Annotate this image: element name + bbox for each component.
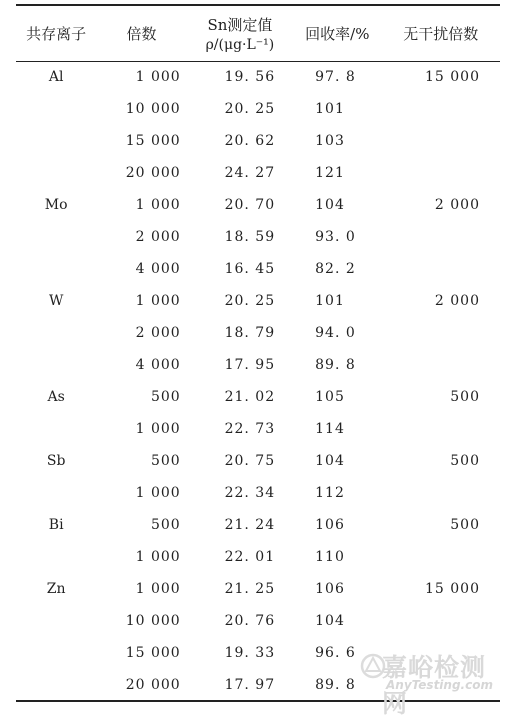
cell-sn-value: 20. 25 xyxy=(224,101,276,117)
cell-recovery: 110 xyxy=(315,549,345,565)
cell-no-interference: 500 xyxy=(450,517,480,533)
cell-ion: Sb xyxy=(46,453,66,469)
cell-sn-value: 21. 24 xyxy=(224,517,276,533)
table-row xyxy=(16,541,500,573)
cell-recovery: 101 xyxy=(315,293,345,309)
table-row xyxy=(16,381,500,413)
header-sn-value-unit: ρ/(μg·L⁻¹) xyxy=(205,36,275,53)
table-row xyxy=(16,61,500,93)
cell-multiple: 15 000 xyxy=(125,133,181,149)
cell-ion: As xyxy=(47,389,65,405)
table-row xyxy=(16,157,500,189)
table-row xyxy=(16,317,500,349)
cell-multiple: 20 000 xyxy=(96,669,186,701)
cell-recovery: 104 xyxy=(315,197,345,213)
table-row xyxy=(16,221,500,253)
cell-recovery: 105 xyxy=(315,389,345,405)
cell-recovery: 121 xyxy=(315,165,345,181)
cell-multiple: 10 000 xyxy=(125,101,181,117)
table-row xyxy=(16,413,500,445)
cell-no-interference: 500 xyxy=(450,389,480,405)
watermark-cn-text: 嘉峪检测网 xyxy=(382,653,487,718)
cell-sn-value: 20. 25 xyxy=(224,293,276,309)
header-sn-value xyxy=(187,5,293,61)
cell-ion xyxy=(16,125,96,157)
cell-recovery: 96. 6 xyxy=(315,645,356,661)
cell-recovery: 97. 8 xyxy=(315,69,356,86)
cell-multiple: 20 000 xyxy=(125,165,181,181)
watermark xyxy=(360,648,510,718)
cell-sn-value: 17. 97 xyxy=(187,669,293,701)
table-row xyxy=(16,445,500,477)
cell-multiple: 4 000 xyxy=(135,261,181,277)
cell-sn-value: 18. 79 xyxy=(224,325,276,341)
cell-ion xyxy=(16,157,96,189)
cell-sn-value: 24. 27 xyxy=(224,165,276,181)
cell-ion xyxy=(16,669,96,701)
cell-no-interference: 2 000 xyxy=(434,293,480,309)
cell-sn-value: 20. 75 xyxy=(224,453,276,469)
cell-multiple: 2 000 xyxy=(135,325,181,341)
table-row xyxy=(16,253,500,285)
header-ion xyxy=(16,5,96,61)
cell-no-interference xyxy=(381,253,500,285)
table-body xyxy=(16,61,500,701)
cell-recovery: 106 xyxy=(315,581,345,597)
cell-sn-value: 20. 70 xyxy=(224,197,276,213)
cell-sn-value: 22. 01 xyxy=(224,549,276,565)
cell-multiple: 2 000 xyxy=(135,229,181,245)
cell-sn-value: 22. 73 xyxy=(224,421,276,437)
cell-no-interference xyxy=(381,413,500,445)
cell-multiple: 1 000 xyxy=(135,421,181,437)
header-multiple xyxy=(96,5,186,61)
cell-recovery: 89. 8 xyxy=(293,669,381,701)
cell-multiple: 10 000 xyxy=(125,613,181,629)
cell-ion: Zn xyxy=(46,581,66,597)
cell-multiple: 500 xyxy=(150,389,181,405)
header-multiple-label: 倍数 xyxy=(126,24,157,43)
cell-no-interference: 2 000 xyxy=(434,197,480,213)
cell-no-interference xyxy=(381,93,500,125)
cell-multiple: 4 000 xyxy=(135,357,181,373)
cell-multiple: 1 000 xyxy=(135,549,181,565)
cell-no-interference: 15 000 xyxy=(425,69,480,86)
cell-ion xyxy=(16,413,96,445)
cell-recovery: 82. 2 xyxy=(315,261,356,277)
cell-ion xyxy=(16,221,96,253)
cell-no-interference xyxy=(381,349,500,381)
cell-recovery: 112 xyxy=(315,485,345,501)
cell-no-interference xyxy=(381,477,500,509)
cell-multiple: 15 000 xyxy=(125,645,181,661)
cell-no-interference: 15 000 xyxy=(425,581,480,597)
table-row xyxy=(16,477,500,509)
cell-sn-value: 19. 56 xyxy=(224,69,276,86)
header-recovery xyxy=(293,5,381,61)
header-no-interference-label: 无干扰倍数 xyxy=(403,24,479,43)
cell-sn-value: 18. 59 xyxy=(224,229,276,245)
cell-multiple: 1 000 xyxy=(135,581,181,597)
cell-no-interference xyxy=(381,317,500,349)
cell-sn-value: 21. 02 xyxy=(224,389,276,405)
cell-no-interference xyxy=(381,605,500,637)
cell-no-interference xyxy=(381,125,500,157)
cell-ion: Al xyxy=(48,69,64,86)
cell-sn-value: 19. 33 xyxy=(224,645,276,661)
table-row xyxy=(16,605,500,637)
cell-multiple: 1 000 xyxy=(135,69,181,86)
table-header-row xyxy=(16,5,500,61)
table-row xyxy=(16,125,500,157)
cell-sn-value: 21. 25 xyxy=(224,581,276,597)
cell-ion xyxy=(16,605,96,637)
cell-ion xyxy=(16,317,96,349)
cell-recovery: 104 xyxy=(315,613,345,629)
cell-sn-value: 17. 95 xyxy=(224,357,276,373)
cell-ion xyxy=(16,93,96,125)
cell-ion xyxy=(16,541,96,573)
cell-recovery: 114 xyxy=(315,421,345,437)
header-sn-value-title: Sn测定值 xyxy=(207,15,273,34)
cell-ion xyxy=(16,477,96,509)
cell-ion xyxy=(16,349,96,381)
cell-ion: Mo xyxy=(44,197,68,213)
header-no-interference xyxy=(381,5,500,61)
table-row xyxy=(16,573,500,605)
cell-multiple: 500 xyxy=(150,453,181,469)
table-row xyxy=(16,93,500,125)
cell-multiple: 1 000 xyxy=(135,485,181,501)
ion-interference-table xyxy=(16,4,500,702)
cell-sn-value: 20. 62 xyxy=(224,133,276,149)
cell-recovery: 94. 0 xyxy=(315,325,356,341)
cell-no-interference xyxy=(381,541,500,573)
header-recovery-label: 回收率/% xyxy=(305,24,370,43)
cell-ion: W xyxy=(48,293,64,309)
cell-ion xyxy=(16,637,96,669)
cell-no-interference: 500 xyxy=(450,453,480,469)
cell-recovery: 104 xyxy=(315,453,345,469)
cell-recovery: 101 xyxy=(315,101,345,117)
cell-multiple: 1 000 xyxy=(135,293,181,309)
cell-sn-value: 20. 76 xyxy=(224,613,276,629)
table-row xyxy=(16,509,500,541)
cell-multiple: 1 000 xyxy=(135,197,181,213)
table-row xyxy=(16,189,500,221)
cell-recovery: 103 xyxy=(315,133,345,149)
table-row xyxy=(16,285,500,317)
header-ion-label: 共存离子 xyxy=(26,24,87,43)
cell-recovery: 93. 0 xyxy=(315,229,356,245)
cell-ion xyxy=(16,253,96,285)
cell-sn-value: 16. 45 xyxy=(224,261,276,277)
cell-recovery: 106 xyxy=(315,517,345,533)
watermark-en-text: AnyTesting.com xyxy=(386,678,493,692)
cell-no-interference xyxy=(381,221,500,253)
table-row xyxy=(16,349,500,381)
cell-sn-value: 22. 34 xyxy=(224,485,276,501)
cell-ion: Bi xyxy=(48,517,64,533)
cell-recovery: 89. 8 xyxy=(315,357,356,373)
cell-multiple: 500 xyxy=(150,517,181,533)
cell-no-interference xyxy=(381,157,500,189)
